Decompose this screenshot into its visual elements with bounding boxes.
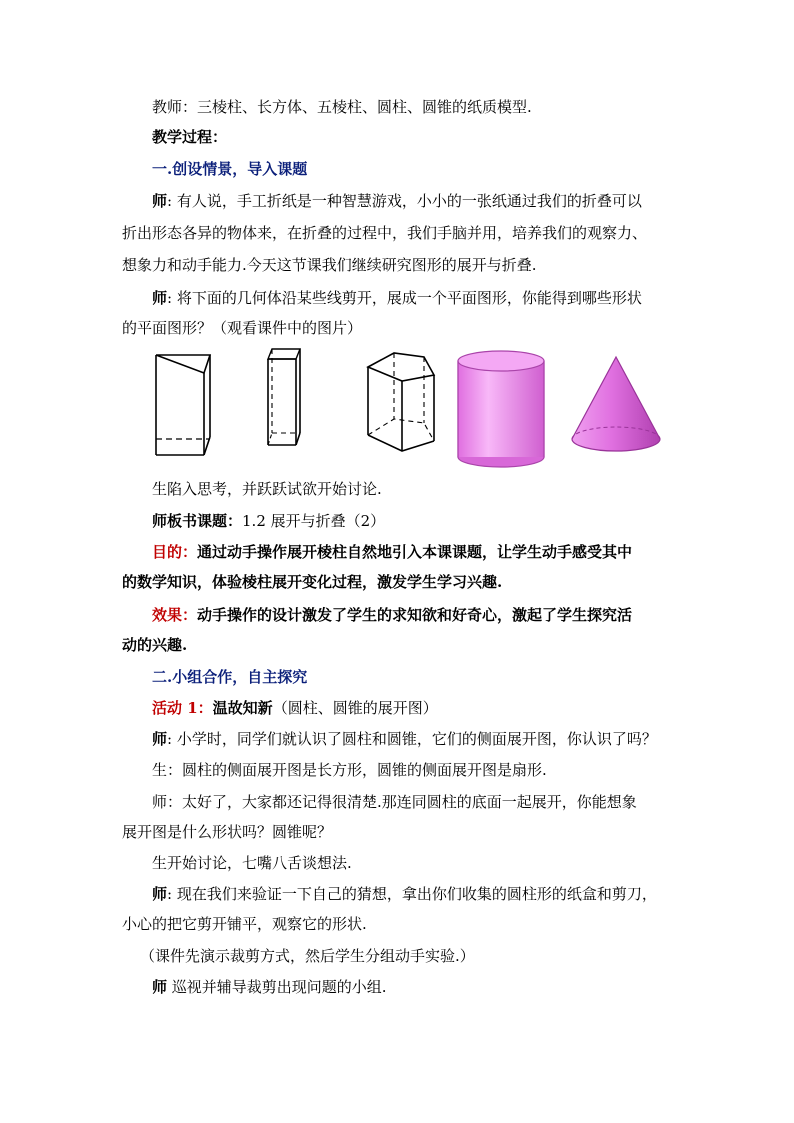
speaker-teacher: 师 <box>152 192 168 210</box>
para2-line2: 的平面图形？（观看课件中的图片） <box>122 319 363 337</box>
cone-image <box>572 357 660 451</box>
para2-line1: 师: 将下面的几何体沿某些线剪开，展成一个平面图形，你能得到哪些形状 <box>152 289 642 307</box>
purpose-line2: 的数学知识，体验棱柱展开变化过程，激发学生学习兴趣. <box>122 573 503 591</box>
effect-label: 效果： <box>152 606 198 624</box>
para1-line2: 折出形态各异的物体来，在折叠的过程中，我们手脑并用，培养我们的观察力、 <box>122 224 648 242</box>
speaker-teacher: 师 <box>152 730 168 748</box>
section2-title: 二.小组合作，自主探究 <box>152 668 308 686</box>
answer1-line: 生：圆柱的侧面展开图是长方形，圆锥的侧面展开图是扇形. <box>152 761 547 779</box>
speaker-teacher: 师 <box>152 885 168 903</box>
process-heading: 教学过程： <box>152 128 228 146</box>
board-title-line: 师板书课题：1.2 展开与折叠（2） <box>152 512 386 530</box>
cylinder-image <box>458 351 544 467</box>
speaker-teacher: 师 <box>152 289 168 307</box>
verify-line1: 师: 现在我们来验证一下自己的猜想，拿出你们收集的圆柱形的纸盒和剪刀， <box>152 885 657 903</box>
question2-line1: 师：太好了，大家都还记得很清楚.那连同圆柱的底面一起展开，你能想象 <box>152 793 637 811</box>
effect-line2: 动的兴趣. <box>122 636 188 654</box>
question2-line2: 展开图是什么形状吗？圆锥呢？ <box>122 823 333 841</box>
speaker-teacher: 师 <box>152 978 168 996</box>
demo-note: （课件先演示裁剪方式，然后学生分组动手实验.） <box>140 947 475 965</box>
discussion-line: 生开始讨论，七嘴八舌谈想法. <box>152 854 352 872</box>
purpose-label: 目的： <box>152 543 198 561</box>
effect-line1: 效果：动手操作的设计激发了学生的求知欲和好奇心，激起了学生探究活 <box>152 606 633 624</box>
question1-line: 师: 小学时，同学们就认识了圆柱和圆锥，它们的侧面展开图，你认识了吗？ <box>152 730 657 748</box>
activity-label: 活动 1： <box>152 699 213 717</box>
materials-line: 教师：三棱柱、长方体、五棱柱、圆柱、圆锥的纸质模型. <box>152 98 532 116</box>
geometric-solids-figure <box>146 347 666 482</box>
pentagonal-prism-image <box>368 353 434 451</box>
section1-title: 一.创设情景，导入课题 <box>152 160 308 178</box>
tour-line: 师 巡视并辅导裁剪出现问题的小组. <box>152 978 387 996</box>
cuboid-image <box>268 349 300 445</box>
para1-line3: 想象力和动手能力.今天这节课我们继续研究图形的展开与折叠. <box>122 256 537 274</box>
triangular-prism-image <box>156 355 210 455</box>
verify-line2: 小心的把它剪开铺平，观察它的形状. <box>122 915 367 933</box>
purpose-line1: 目的：通过动手操作展开棱柱自然地引入本课课题，让学生动手感受其中 <box>152 543 633 561</box>
activity1-line: 活动 1：温故知新（圆柱、圆锥的展开图） <box>152 699 438 717</box>
para1-line1: 师: 有人说，手工折纸是一种智慧游戏，小小的一张纸通过我们的折叠可以 <box>152 192 642 210</box>
student-reaction: 生陷入思考，并跃跃试欲开始讨论. <box>152 480 382 498</box>
